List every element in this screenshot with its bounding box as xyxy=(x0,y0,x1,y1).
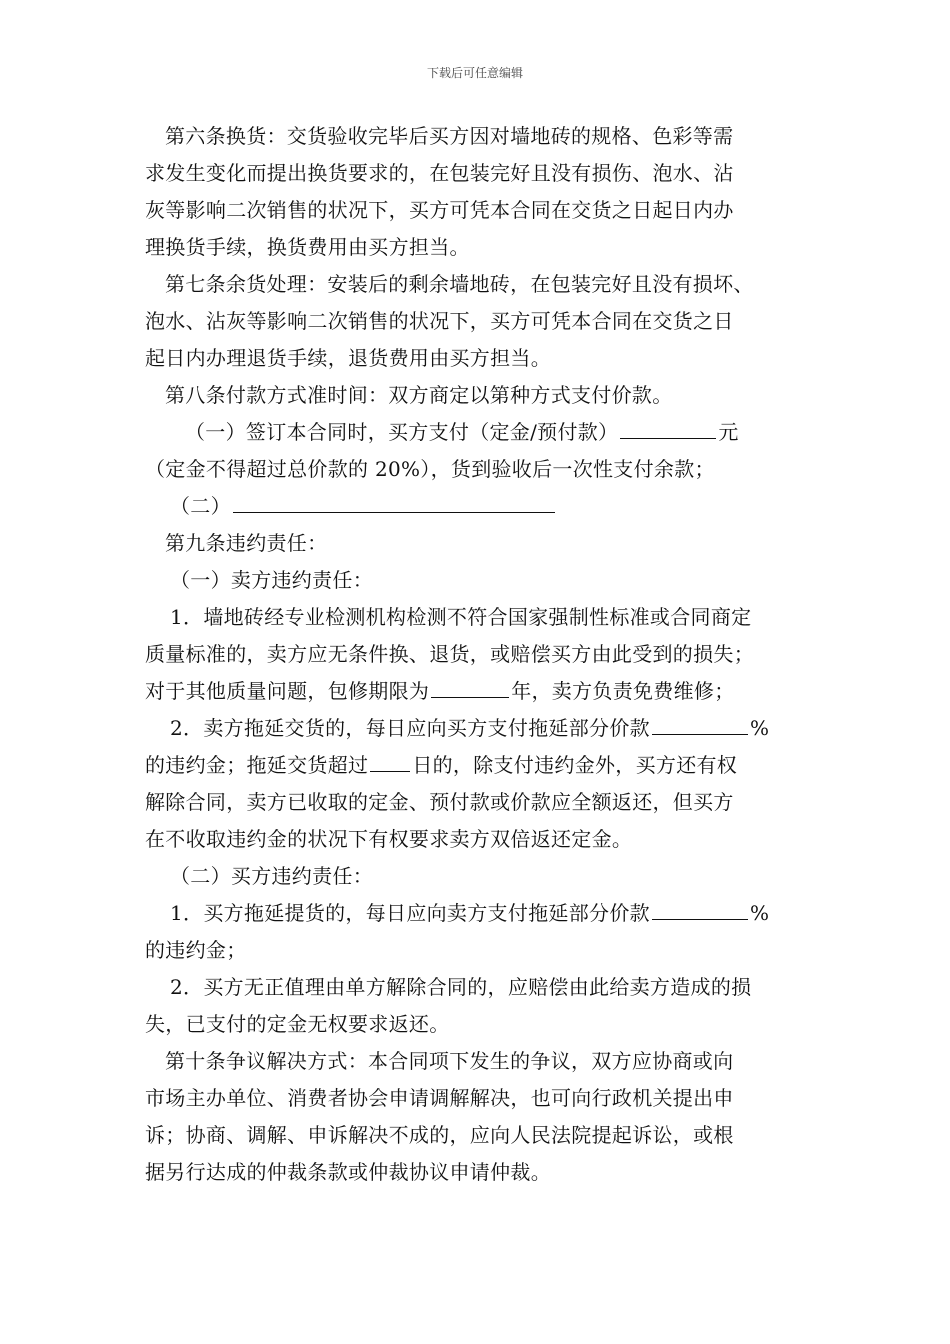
text-line xyxy=(145,747,810,784)
text-line: 第九条违约责任： xyxy=(165,531,328,555)
text-line: （定金不得超过总价款的 20%），货到验收后一次性支付余款； xyxy=(145,457,715,481)
text-line: （一）卖方违约责任： xyxy=(170,568,373,592)
text-segment: 对于其他质量问题，包修期限为 xyxy=(145,679,430,703)
text-segment: 年，卖方负责免费维修； xyxy=(511,679,735,703)
article-8 xyxy=(145,377,810,525)
document-body xyxy=(145,118,810,1191)
text-line xyxy=(145,710,810,747)
article-7 xyxy=(145,266,810,377)
text-line: 1．墙地砖经专业检测机构检测不符合国家强制性标准或合同商定 xyxy=(170,605,752,629)
fill-blank xyxy=(652,712,748,735)
text-line: 质量标准的，卖方应无条件换、退货，或赔偿买方由此受到的损失； xyxy=(145,642,754,666)
text-segment: （一）签订本合同时，买方支付（定金/预付款） xyxy=(185,420,619,444)
fill-blank xyxy=(370,749,410,772)
text-line: 在不收取违约金的状况下有权要求卖方双倍返还定金。 xyxy=(145,827,633,851)
text-line: 求发生变化而提出换货要求的，在包装完好且没有损伤、泡水、沾 xyxy=(145,161,734,185)
text-segment: 1．买方拖延提货的，每日应向卖方支付拖延部分价款 xyxy=(170,901,650,925)
text-segment: % xyxy=(749,901,770,925)
text-line: 解除合同，卖方已收取的定金、预付款或价款应全额返还，但买方 xyxy=(145,790,734,814)
text-segment: % xyxy=(749,716,770,740)
text-segment: 日的，除支付违约金外，买方还有权 xyxy=(412,753,738,777)
text-line: 泡水、沾灰等影响二次销售的状况下，买方可凭本合同在交货之日 xyxy=(145,309,734,333)
text-line: 起日内办理退货手续，退货费用由买方担当。 xyxy=(145,346,551,370)
fill-blank xyxy=(652,897,748,920)
text-segment: 2．卖方拖延交货的，每日应向买方支付拖延部分价款 xyxy=(170,716,650,740)
text-line: 理换货手续，换货费用由买方担当。 xyxy=(145,235,470,259)
text-line: 灰等影响二次销售的状况下，买方可凭本合同在交货之日起日内办 xyxy=(145,198,734,222)
fill-blank xyxy=(620,416,716,439)
text-line: 第八条付款方式准时间：双方商定以第种方式支付价款。 xyxy=(165,383,673,407)
text-segment: 的违约金；拖延交货超过 xyxy=(145,753,369,777)
text-line xyxy=(145,488,810,525)
article-6 xyxy=(145,118,810,266)
text-line xyxy=(145,895,810,932)
text-line: 诉；协商、调解、申诉解决不成的，应向人民法院提起诉讼，或根 xyxy=(145,1123,734,1147)
text-line: 失，已支付的定金无权要求返还。 xyxy=(145,1012,450,1036)
fill-blank xyxy=(431,675,509,698)
page-header: 下载后可任意编辑 xyxy=(426,66,523,80)
text-line: 第十条争议解决方式：本合同项下发生的争议，双方应协商或向 xyxy=(165,1049,734,1073)
text-line: 2．买方无正值理由单方解除合同的，应赔偿由此给卖方造成的损 xyxy=(170,975,752,999)
text-segment: （二） xyxy=(170,494,231,518)
article-10 xyxy=(145,1043,810,1191)
text-line xyxy=(145,673,810,710)
article-9 xyxy=(145,525,810,1043)
text-segment: 元 xyxy=(718,420,739,444)
text-line: 第六条换货：交货验收完毕后买方因对墙地砖的规格、色彩等需 xyxy=(165,124,734,148)
text-line: 第七条余货处理：安装后的剩余墙地砖，在包装完好且没有损坏、 xyxy=(165,272,754,296)
text-line xyxy=(145,414,810,451)
text-line: 据另行达成的仲裁条款或仲裁协议申请仲裁。 xyxy=(145,1160,551,1184)
text-line: 市场主办单位、消费者协会申请调解解决，也可向行政机关提出申 xyxy=(145,1086,734,1110)
text-line: （二）买方违约责任： xyxy=(170,864,373,888)
fill-blank xyxy=(233,490,555,513)
text-line: 的违约金； xyxy=(145,938,247,962)
